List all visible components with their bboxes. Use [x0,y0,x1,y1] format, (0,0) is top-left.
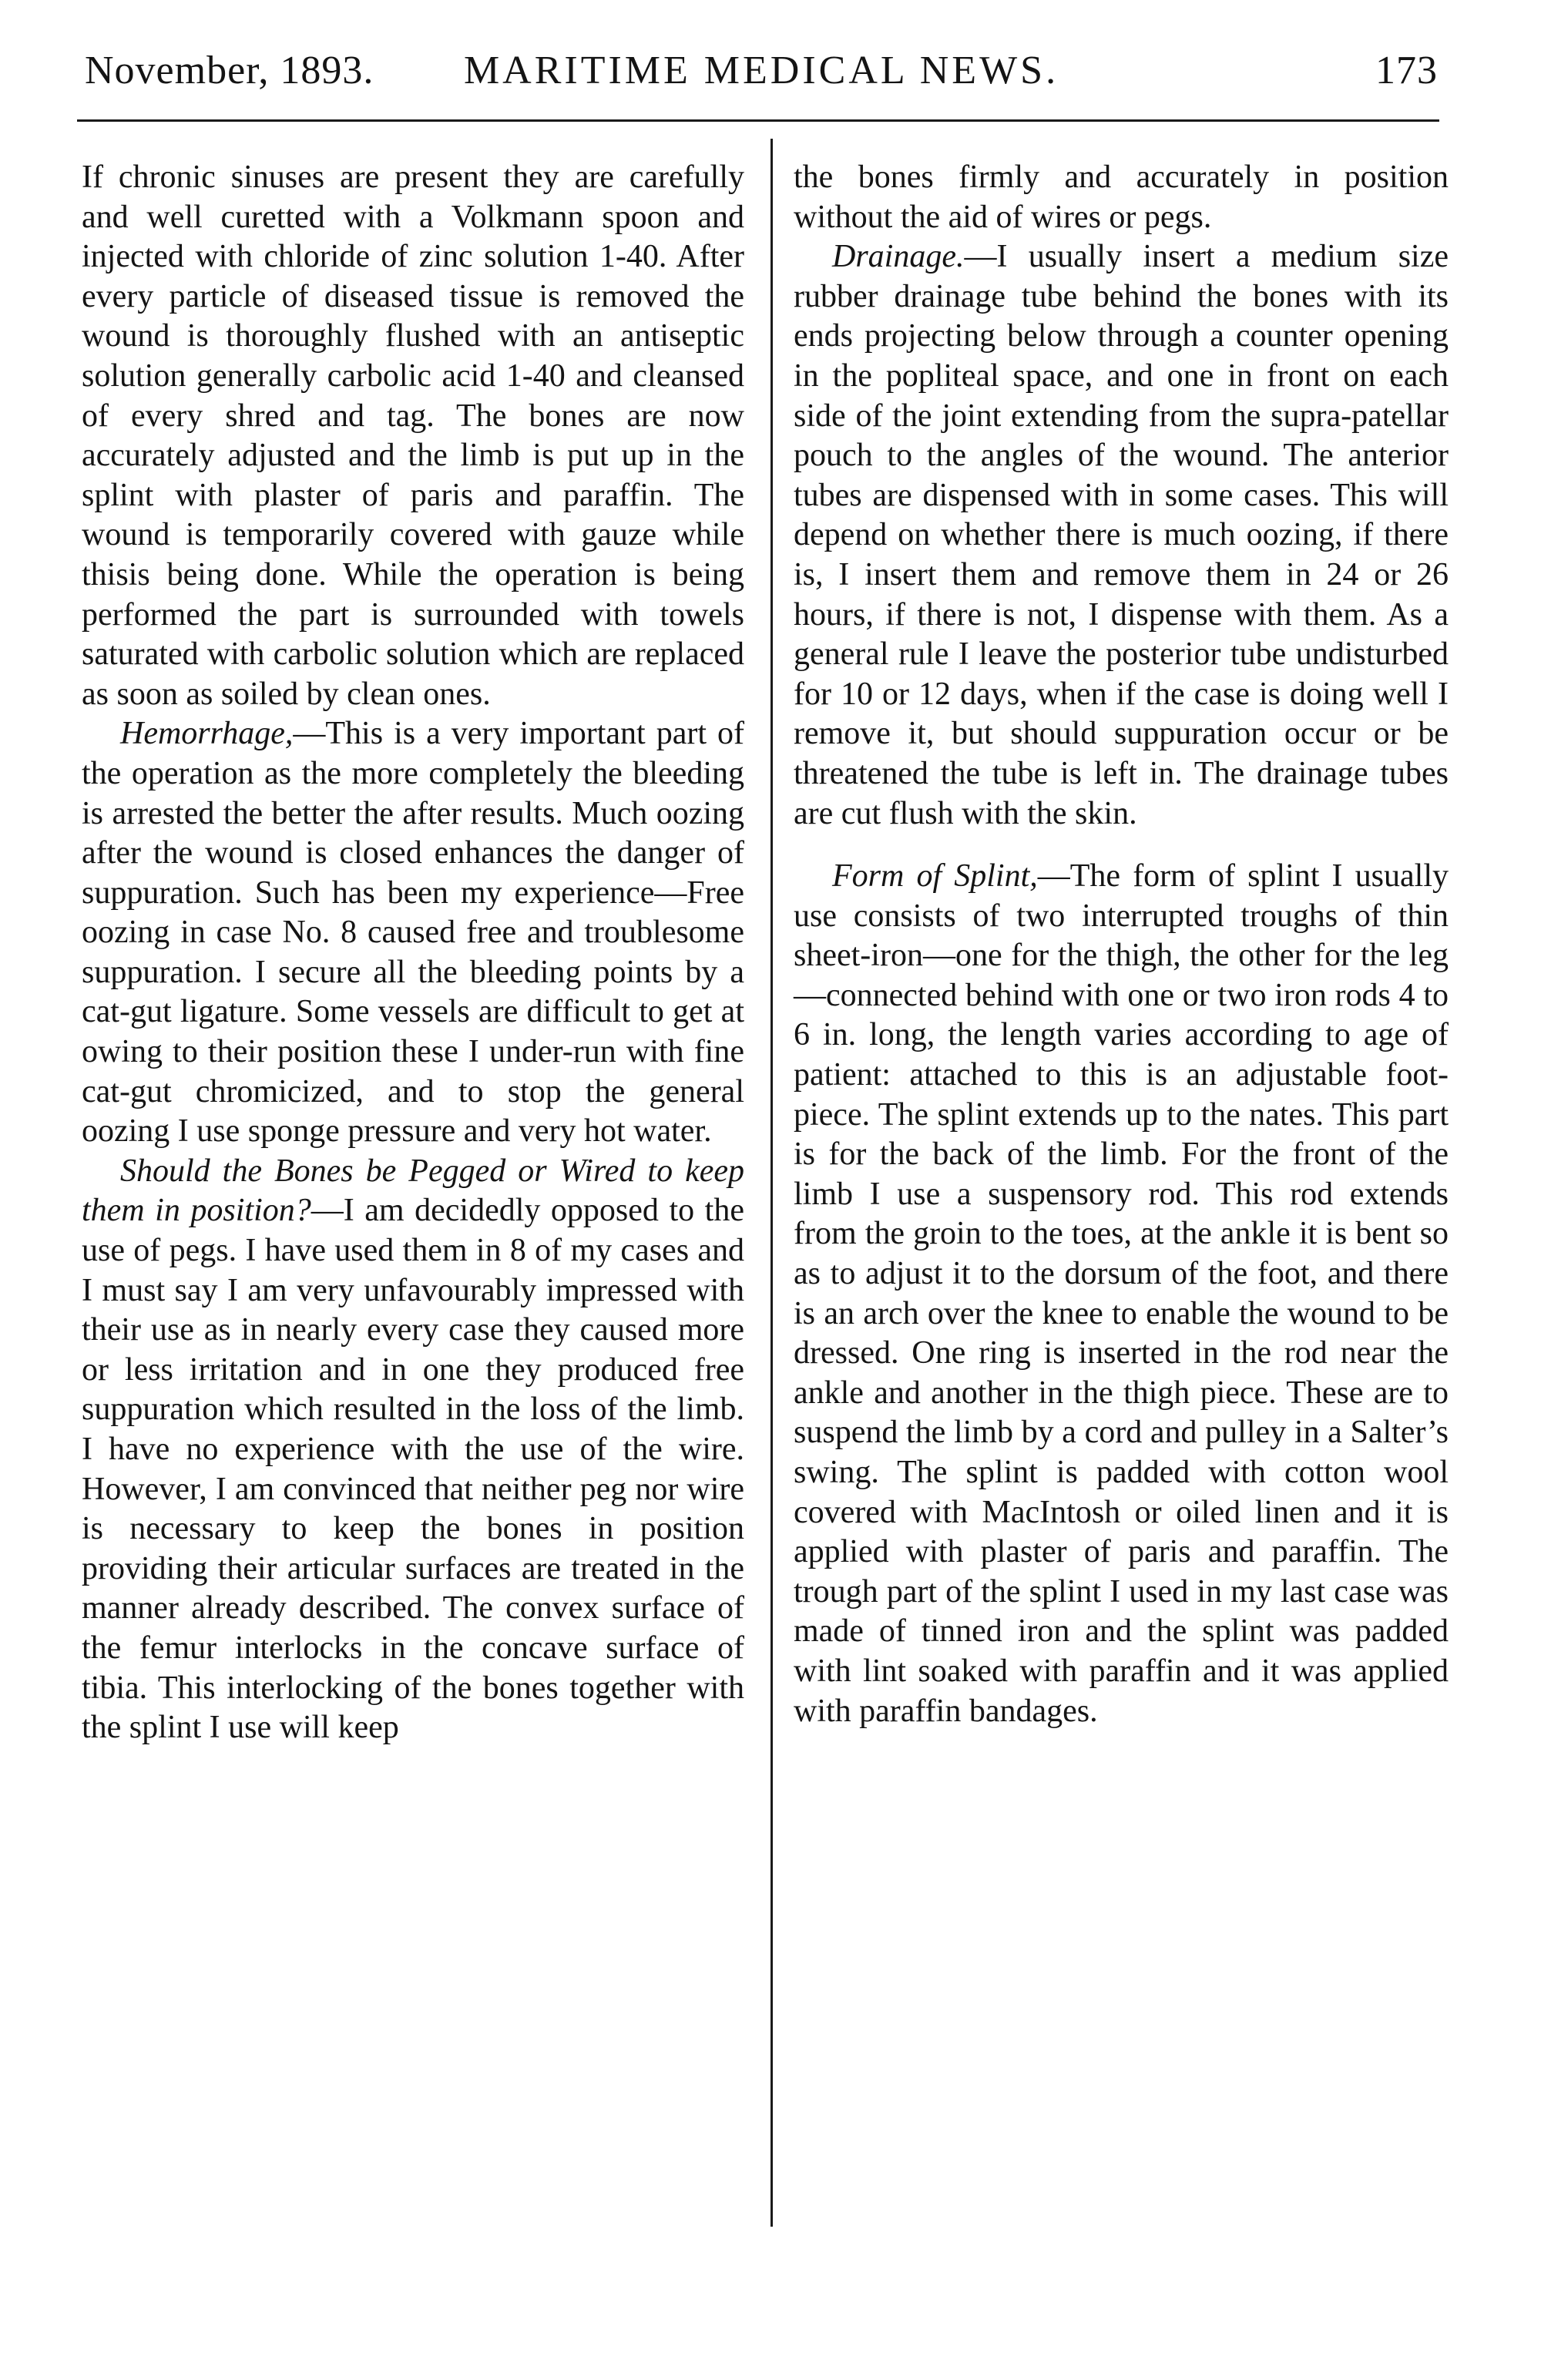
page-header [85,48,1438,102]
run-in-heading: Hemorrhage, [120,716,294,752]
paragraph-splint: Form of Splint,—The form of splint I usually use consists of two interrupted troughs of thin sheet-iron—one for the thigh, the other for the leg—connected behind with one or two iron rods 4 to 6 in. long, the length varies according to age of patient: attached to this is an adjustable foot-piece. The splint extends up to the nates. This part is for the back of the limb. For the front of the limb I use a suspensory rod. This rod extends from the groin to the toes, at the ankle it is bent so as to adjust it to the dorsum of the foot, and there is an arch over the knee to enable the wound to be dressed. One ring is inserted in the rod near the ankle and another in the thigh piece. These are to suspend the limb by a cord and pulley in a Salter’s swing. The splint is padded with cotton wool covered with MacIntosh or oiled linen and it is applied with plaster of paris and paraffin. The trough part of the splint I used in my last case was made of tinned iron and the splint was padded with lint soaked with paraffin and it was applied with paraffin bandages. [794,858,1449,1729]
paragraph-hemorrhage: Hemorrhage,—This is a very important part of the operation as the more completely the bleeding is arrested the better the after results. Much oozing after the wound is closed enhances the danger of suppuration. Such has been my experience—Free oozing in case No. 8 caused free and troublesome suppuration. I secure all the bleeding points by a cat-gut ligature. Some vessels are difficult to get at owing to their position these I under-run with fine cat-gut chromicized, and to stop the general oozing I use sponge pressure and very hot water. [82,716,744,1150]
right-column [794,158,1449,1731]
page-number: 173 [1375,49,1438,92]
header-rule [77,119,1439,122]
journal-title: MARITIME MEDICAL NEWS. [463,49,1059,92]
run-in-heading: Should the Bones be Pegged or Wired to keep them in position? [82,1153,744,1229]
paragraph-sinuses: If chronic sinuses are present they are carefully and well curetted with a Volkmann spoon and injected with chloride of zinc solution 1-40. After every particle of diseased tissue is removed the wound is thoroughly flushed with an antiseptic solution generally carbolic acid 1-40 and cleansed of every shred and tag. The bones are now accurately adjusted and the limb is put up in the splint with plaster of paris and paraffin. The wound is temporarily covered with gauze while thisis being done. While the operation is being performed the part is surrounded with towels saturated with carbolic solution which are replaced as soon as soiled by clean ones. [82,159,744,712]
left-column [82,158,744,1748]
header-date: November, 1893. [85,49,374,92]
paragraph-pegs-wires: Should the Bones be Pegged or Wired to keep them in position?—I am decidedly opposed to the use of pegs. I have used them in 8 of my cases and I must say I am very unfavourably impressed with their use as in nearly every case they caused more or less irritation and in one they produced free suppuration which resulted in the loss of the limb. I have no experience with the use of the wire. However, I am convinced that neither peg nor wire is necessary to keep the bones in position providing their articular surfaces are treated in the manner already described. The convex surface of the femur interlocks in the concave surface of tibia. This interlocking of the bones together with the splint I use will keep [82,1153,744,1746]
run-in-heading: Form of Splint, [832,858,1038,895]
run-in-heading: Drainage. [832,239,965,275]
paragraph-continuation: the bones firmly and accurately in position without the aid of wires or pegs. [794,159,1449,235]
paragraph-drainage: Drainage.—I usually insert a medium size rubber drainage tube behind the bones with its ends projecting below through a counter opening in the popliteal space, and one in front on each side of the joint extending from the supra-patellar pouch to the angles of the wound. The anterior tubes are dispensed with in some cases. This will depend on whether there is much oozing, if there is, I insert them and remove them in 24 or 26 hours, if there is not, I dispense with them. As a general rule I leave the posterior tube undisturbed for 10 or 12 days, when if the case is doing well I remove it, but should suppuration occur or be threatened the tube is left in. The drainage tubes are cut flush with the skin. [794,239,1449,831]
column-divider [770,139,773,2227]
